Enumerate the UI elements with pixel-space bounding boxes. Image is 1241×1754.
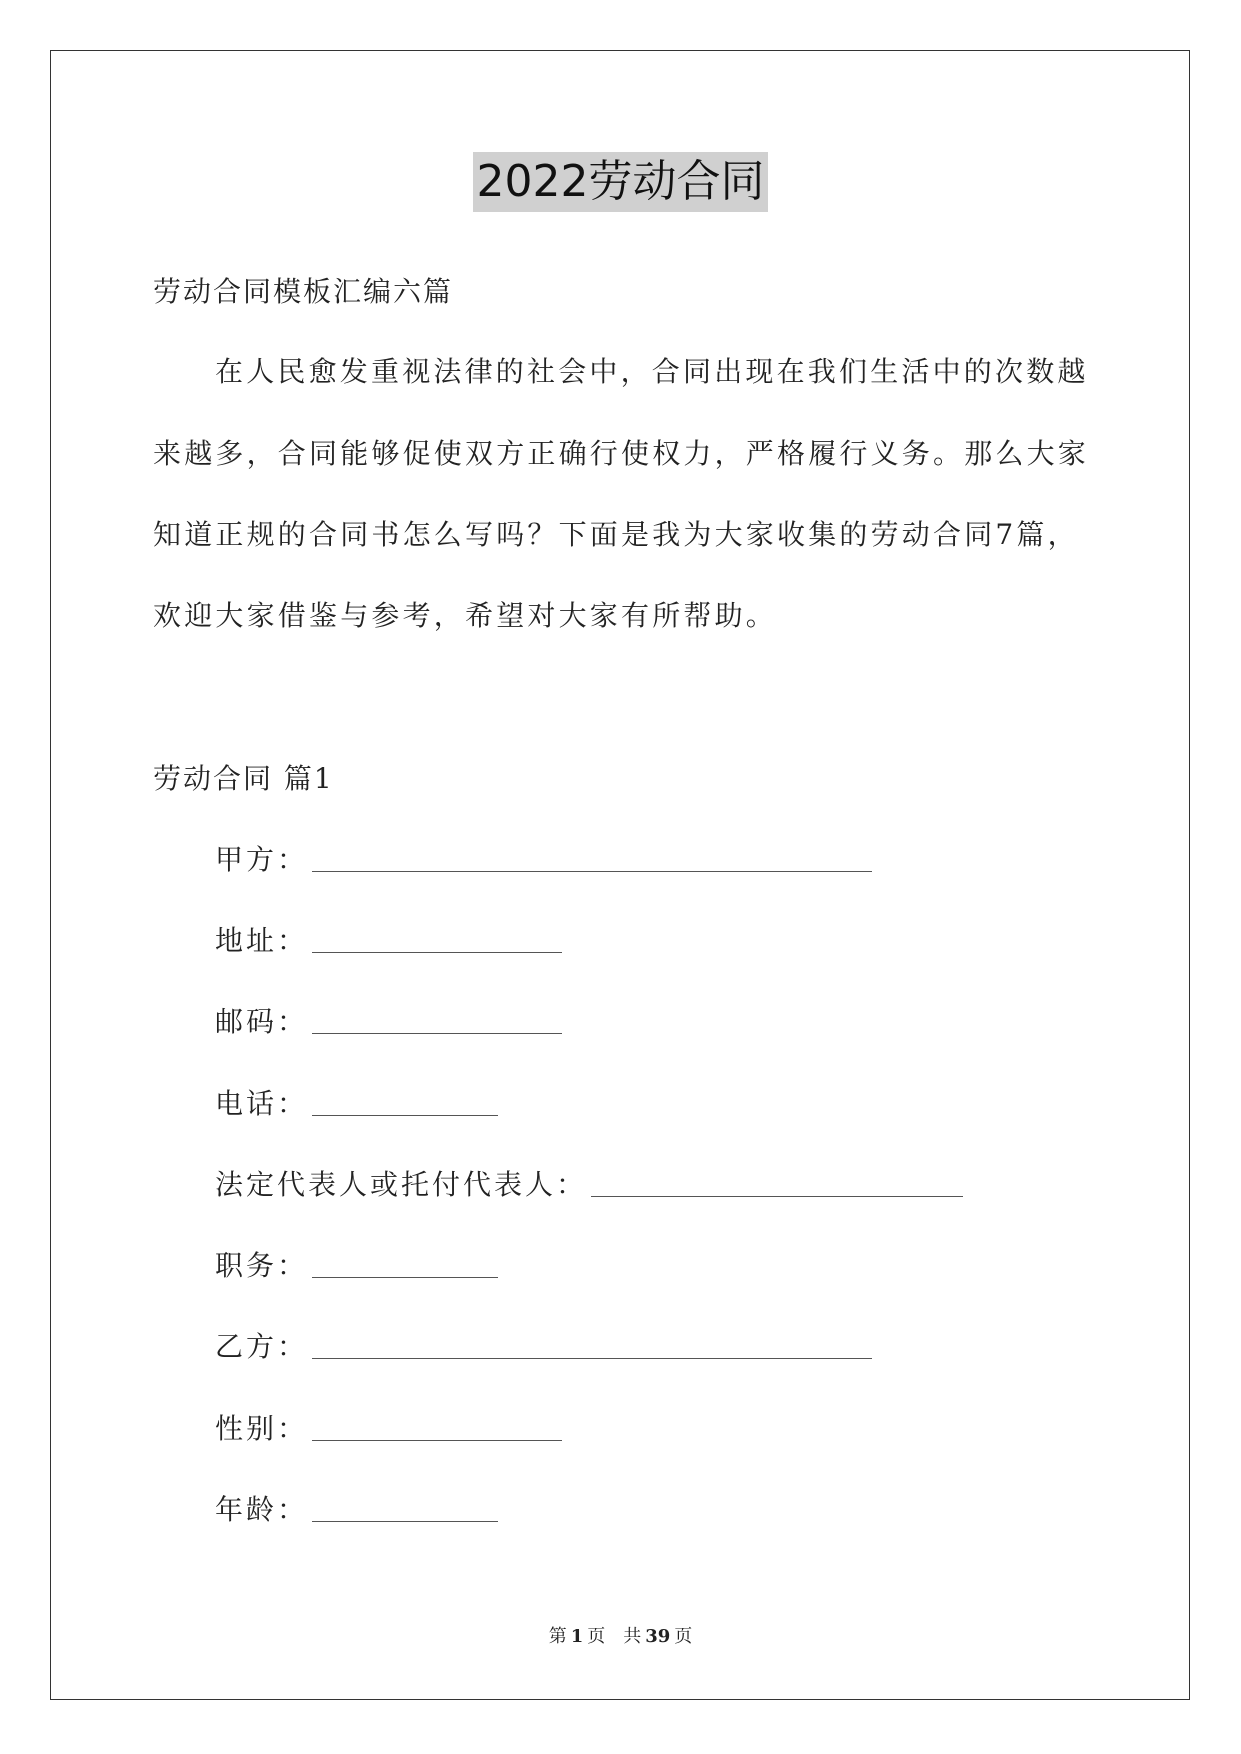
section-heading: 劳动合同 篇1 (153, 762, 334, 795)
field-label: 法定代表人或托付代表人： (215, 1168, 588, 1201)
page-current: 1 (570, 1626, 584, 1647)
field-label: 性别： (215, 1412, 309, 1445)
field-position (215, 1244, 498, 1284)
field-representative (215, 1163, 963, 1203)
field-party-b (215, 1325, 872, 1365)
intro-line-3: 知道正规的合同书怎么写吗？下面是我为大家收集的劳动合同7篇， (153, 518, 1079, 551)
field-age (215, 1488, 498, 1528)
blank-line[interactable] (312, 1357, 872, 1359)
blank-line[interactable] (312, 870, 872, 872)
page-prefix: 第 (548, 1626, 567, 1647)
intro-line-2: 来越多，合同能够促使双方正确行使权力，严格履行义务。那么大家 (153, 437, 1090, 470)
field-address (215, 919, 562, 959)
field-phone (215, 1082, 498, 1122)
field-label: 年龄： (215, 1493, 309, 1526)
field-label: 职务： (215, 1249, 309, 1282)
page-mid: 页 共 (587, 1626, 642, 1647)
document-title: 2022劳动合同 (473, 152, 769, 212)
blank-line[interactable] (312, 1439, 562, 1441)
intro-line-1: 在人民愈发重视法律的社会中，合同出现在我们生活中的次数越 (215, 355, 1089, 388)
blank-line[interactable] (312, 1032, 562, 1034)
blank-line[interactable] (591, 1195, 963, 1197)
blank-line[interactable] (312, 951, 562, 953)
intro-line-4: 欢迎大家借鉴与参考，希望对大家有所帮助。 (153, 599, 778, 632)
field-party-a (215, 838, 872, 878)
field-label: 邮码： (215, 1005, 309, 1038)
field-gender (215, 1407, 562, 1447)
field-label: 电话： (215, 1087, 309, 1120)
field-label: 甲方： (215, 843, 309, 876)
field-label: 乙方： (215, 1330, 309, 1363)
document-subtitle: 劳动合同模板汇编六篇 (153, 275, 454, 308)
blank-line[interactable] (312, 1520, 498, 1522)
page-footer (0, 1622, 1241, 1648)
page-total: 39 (645, 1626, 671, 1647)
page-suffix: 页 (674, 1626, 693, 1647)
field-postcode (215, 1000, 562, 1040)
field-label: 地址： (215, 924, 309, 957)
blank-line[interactable] (312, 1276, 498, 1278)
blank-line[interactable] (312, 1114, 498, 1116)
document-title-wrapper (0, 152, 1241, 212)
